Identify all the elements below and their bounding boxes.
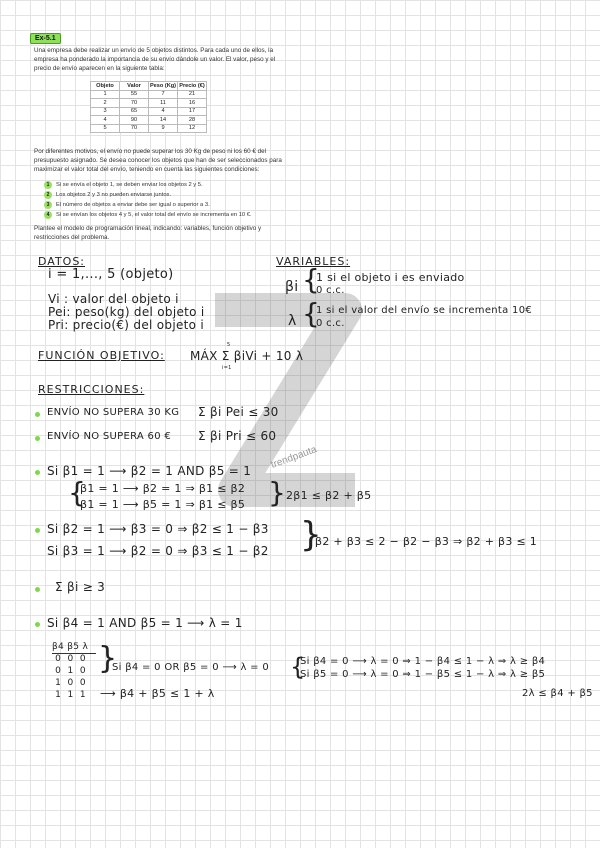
condition-item bbox=[44, 191, 171, 199]
restr1-a: β1 = 1 ⟶ β2 = 1 ⇒ β1 ≤ β2 bbox=[80, 482, 246, 495]
condition-item bbox=[44, 211, 252, 219]
table-cell: 90 bbox=[120, 116, 149, 125]
truth-cell: 1 bbox=[55, 690, 62, 700]
restr4-head: Si β4 = 1 AND β5 = 1 ⟶ λ = 1 bbox=[47, 616, 243, 630]
variables-heading: VARIABLES: bbox=[276, 255, 351, 268]
var-beta-zero: 0 c.c. bbox=[316, 285, 345, 296]
table-cell: 28 bbox=[178, 116, 207, 125]
var-lambda-one: 1 si el valor del envío se incrementa 10€ bbox=[316, 305, 533, 316]
condition-item bbox=[44, 201, 210, 209]
table-cell: 2 bbox=[91, 99, 120, 108]
table-cell: 55 bbox=[120, 90, 149, 99]
datos-peso: Pei: peso(kg) del objeto i bbox=[48, 305, 205, 319]
restr4-sum: 2λ ≤ β4 + β5 bbox=[522, 688, 593, 699]
sum-lower-limit: i=1 bbox=[222, 365, 232, 371]
condition-number: 4 bbox=[44, 211, 52, 219]
exercise-task: Plantee el modelo de programación lineal, indicando: variables, función objetivo y restricciones del problema. bbox=[34, 225, 262, 241]
condition-text: Si se envían los objetos 4 y 5, el valor total del envío se incrementa en 10 €. bbox=[56, 212, 252, 218]
table-cell: 3 bbox=[91, 107, 120, 116]
table-row bbox=[91, 99, 207, 108]
var-lambda-zero: 0 c.c. bbox=[316, 318, 345, 329]
truth-cell: 0 bbox=[79, 654, 86, 664]
brace-icon: { bbox=[68, 476, 87, 509]
truth-table-row bbox=[52, 653, 88, 665]
condition-text: El número de objetos a enviar debe ser igual o superior a 3. bbox=[56, 202, 210, 208]
brace-icon: { bbox=[302, 263, 321, 296]
table-cell: 11 bbox=[149, 99, 178, 108]
restr1-result: 2β1 ≤ β2 + β5 bbox=[286, 489, 372, 502]
table-cell: 70 bbox=[120, 99, 149, 108]
table-cell: 12 bbox=[178, 124, 207, 133]
restr1-b: β1 = 1 ⟶ β5 = 1 ⇒ β1 ≤ β5 bbox=[80, 498, 246, 511]
bullet-icon bbox=[35, 622, 40, 627]
bullet-icon bbox=[35, 470, 40, 475]
exercise-tag: Ex-5.1 bbox=[30, 33, 61, 44]
table-cell: 4 bbox=[91, 116, 120, 125]
restr-precio-label: ENVÍO NO SUPERA 60 € bbox=[47, 431, 172, 442]
restricciones-heading: RESTRICCIONES: bbox=[38, 383, 145, 396]
restr2-b: Si β3 = 1 ⟶ β2 = 0 ⇒ β3 ≤ 1 − β2 bbox=[47, 544, 269, 558]
restr-precio-expr: Σ βi Pri ≤ 60 bbox=[198, 429, 277, 443]
table-header: Valor bbox=[120, 82, 149, 91]
truth-cell: 0 bbox=[55, 654, 62, 664]
brace-icon: } bbox=[268, 476, 287, 509]
truth-cell: 0 bbox=[67, 678, 74, 688]
brace-icon: } bbox=[300, 515, 322, 555]
datos-precio: Pri: precio(€) del objeto i bbox=[48, 318, 205, 332]
restr4-case2: Si β5 = 0 ⟶ λ = 0 ⇒ 1 − β5 ≤ 1 − λ ⇒ λ ≥ β5 bbox=[300, 669, 546, 680]
truth-cell: 1 bbox=[67, 690, 74, 700]
data-table bbox=[90, 81, 207, 133]
table-cell: 21 bbox=[178, 90, 207, 99]
fo-heading: FUNCIÓN OBJETIVO: bbox=[38, 349, 165, 362]
truth-header-cell: β4 bbox=[52, 642, 65, 652]
condition-number: 1 bbox=[44, 181, 52, 189]
truth-table-row bbox=[52, 677, 88, 689]
table-cell: 14 bbox=[149, 116, 178, 125]
table-cell: 70 bbox=[120, 124, 149, 133]
brace-icon: { bbox=[290, 653, 306, 681]
sum-upper-limit: 5 bbox=[227, 342, 231, 348]
brace-icon: { bbox=[302, 297, 321, 330]
fo-expression: MÁX Σ βiVi + 10 λ bbox=[190, 349, 304, 363]
condition-number: 2 bbox=[44, 191, 52, 199]
condition-number: 3 bbox=[44, 201, 52, 209]
datos-heading: DATOS: bbox=[38, 255, 86, 268]
table-cell: 1 bbox=[91, 90, 120, 99]
var-beta-one: 1 si el objeto i es enviado bbox=[316, 271, 465, 284]
restr2-result: β2 + β3 ≤ 2 − β2 − β3 ⇒ β2 + β3 ≤ 1 bbox=[315, 535, 538, 548]
var-beta-symbol: βi bbox=[285, 279, 299, 295]
truth-cell: 1 bbox=[67, 666, 74, 676]
condition-text: Los objetos 2 y 3 no pueden enviarse juntos. bbox=[56, 192, 172, 198]
table-header: Objeto bbox=[91, 82, 120, 91]
truth-cell: 1 bbox=[55, 678, 62, 688]
truth-table-row bbox=[52, 689, 88, 701]
brace-icon: } bbox=[98, 641, 118, 676]
bullet-icon bbox=[35, 436, 40, 441]
datos-valor: Vi : valor del objeto i bbox=[48, 292, 179, 306]
condition-text: Si se envía el objeto 1, se deben enviar los objetos 2 y 5. bbox=[56, 182, 203, 188]
table-cell: 65 bbox=[120, 107, 149, 116]
table-cell: 5 bbox=[91, 124, 120, 133]
datos-index: i = 1,..., 5 (objeto) bbox=[48, 267, 174, 282]
truth-header-cell: λ bbox=[82, 642, 89, 652]
bullet-icon bbox=[35, 412, 40, 417]
truth-table-header bbox=[52, 641, 88, 653]
condition-item bbox=[44, 181, 203, 189]
var-lambda-symbol: λ bbox=[288, 313, 297, 329]
restr1-head: Si β1 = 1 ⟶ β2 = 1 AND β5 = 1 bbox=[47, 464, 252, 478]
table-header: Precio (€) bbox=[179, 82, 205, 89]
truth-cell: 0 bbox=[67, 654, 74, 664]
restr-peso-label: ENVÍO NO SUPERA 30 KG bbox=[47, 407, 180, 418]
truth-table-row bbox=[52, 665, 88, 677]
restr4-case1: Si β4 = 0 ⟶ λ = 0 ⇒ 1 − β4 ≤ 1 − λ ⇒ λ ≥ β4 bbox=[300, 656, 546, 667]
truth-cell: 1 bbox=[79, 690, 86, 700]
restr2-a: Si β2 = 1 ⟶ β3 = 0 ⇒ β2 ≤ 1 − β3 bbox=[47, 522, 269, 536]
truth-header-cell: β5 bbox=[67, 642, 80, 652]
table-row bbox=[91, 116, 207, 125]
watermark-text: trendpauta bbox=[269, 444, 319, 471]
table-cell: 7 bbox=[149, 90, 178, 99]
restr3-expr: Σ βi ≥ 3 bbox=[55, 580, 106, 594]
truth-cell: 0 bbox=[79, 678, 86, 688]
table-row bbox=[91, 124, 207, 133]
truth-table bbox=[52, 641, 88, 701]
truth-cell: 0 bbox=[79, 666, 86, 676]
bullet-icon bbox=[35, 528, 40, 533]
table-cell: 4 bbox=[149, 107, 178, 116]
table-cell: 9 bbox=[149, 124, 178, 133]
table-row bbox=[91, 107, 207, 116]
bullet-icon bbox=[35, 587, 40, 592]
table-header: Peso (Kg) bbox=[149, 82, 177, 89]
table-header-row bbox=[91, 82, 207, 91]
restr4-last: ⟶ β4 + β5 ≤ 1 + λ bbox=[100, 687, 215, 700]
truth-table-rule bbox=[52, 653, 96, 654]
restr4-or: Si β4 = 0 OR β5 = 0 ⟶ λ = 0 bbox=[112, 662, 269, 673]
table-cell: 16 bbox=[178, 99, 207, 108]
truth-cell: 0 bbox=[55, 666, 62, 676]
table-cell: 17 bbox=[178, 107, 207, 116]
table-row bbox=[91, 90, 207, 99]
exercise-context: Por diferentes motivos, el envío no puede superar los 30 Kg de peso ni los 60 € del presupuesto asignado. Se desea conocer los objetos que han de ser seleccionados para maximizar el valor total del envío, teniendo en cuenta las siguientes condiciones: bbox=[34, 148, 282, 173]
exercise-intro: Una empresa debe realizar un envío de 5 objetos distintos. Para cada uno de ellos, la empresa ha ponderado la importancia de su envío dándole un valor. El valor, peso y el precio de envío aparecen en la siguiente tabla: bbox=[34, 47, 276, 72]
restr-peso-expr: Σ βi Pei ≤ 30 bbox=[198, 405, 279, 419]
